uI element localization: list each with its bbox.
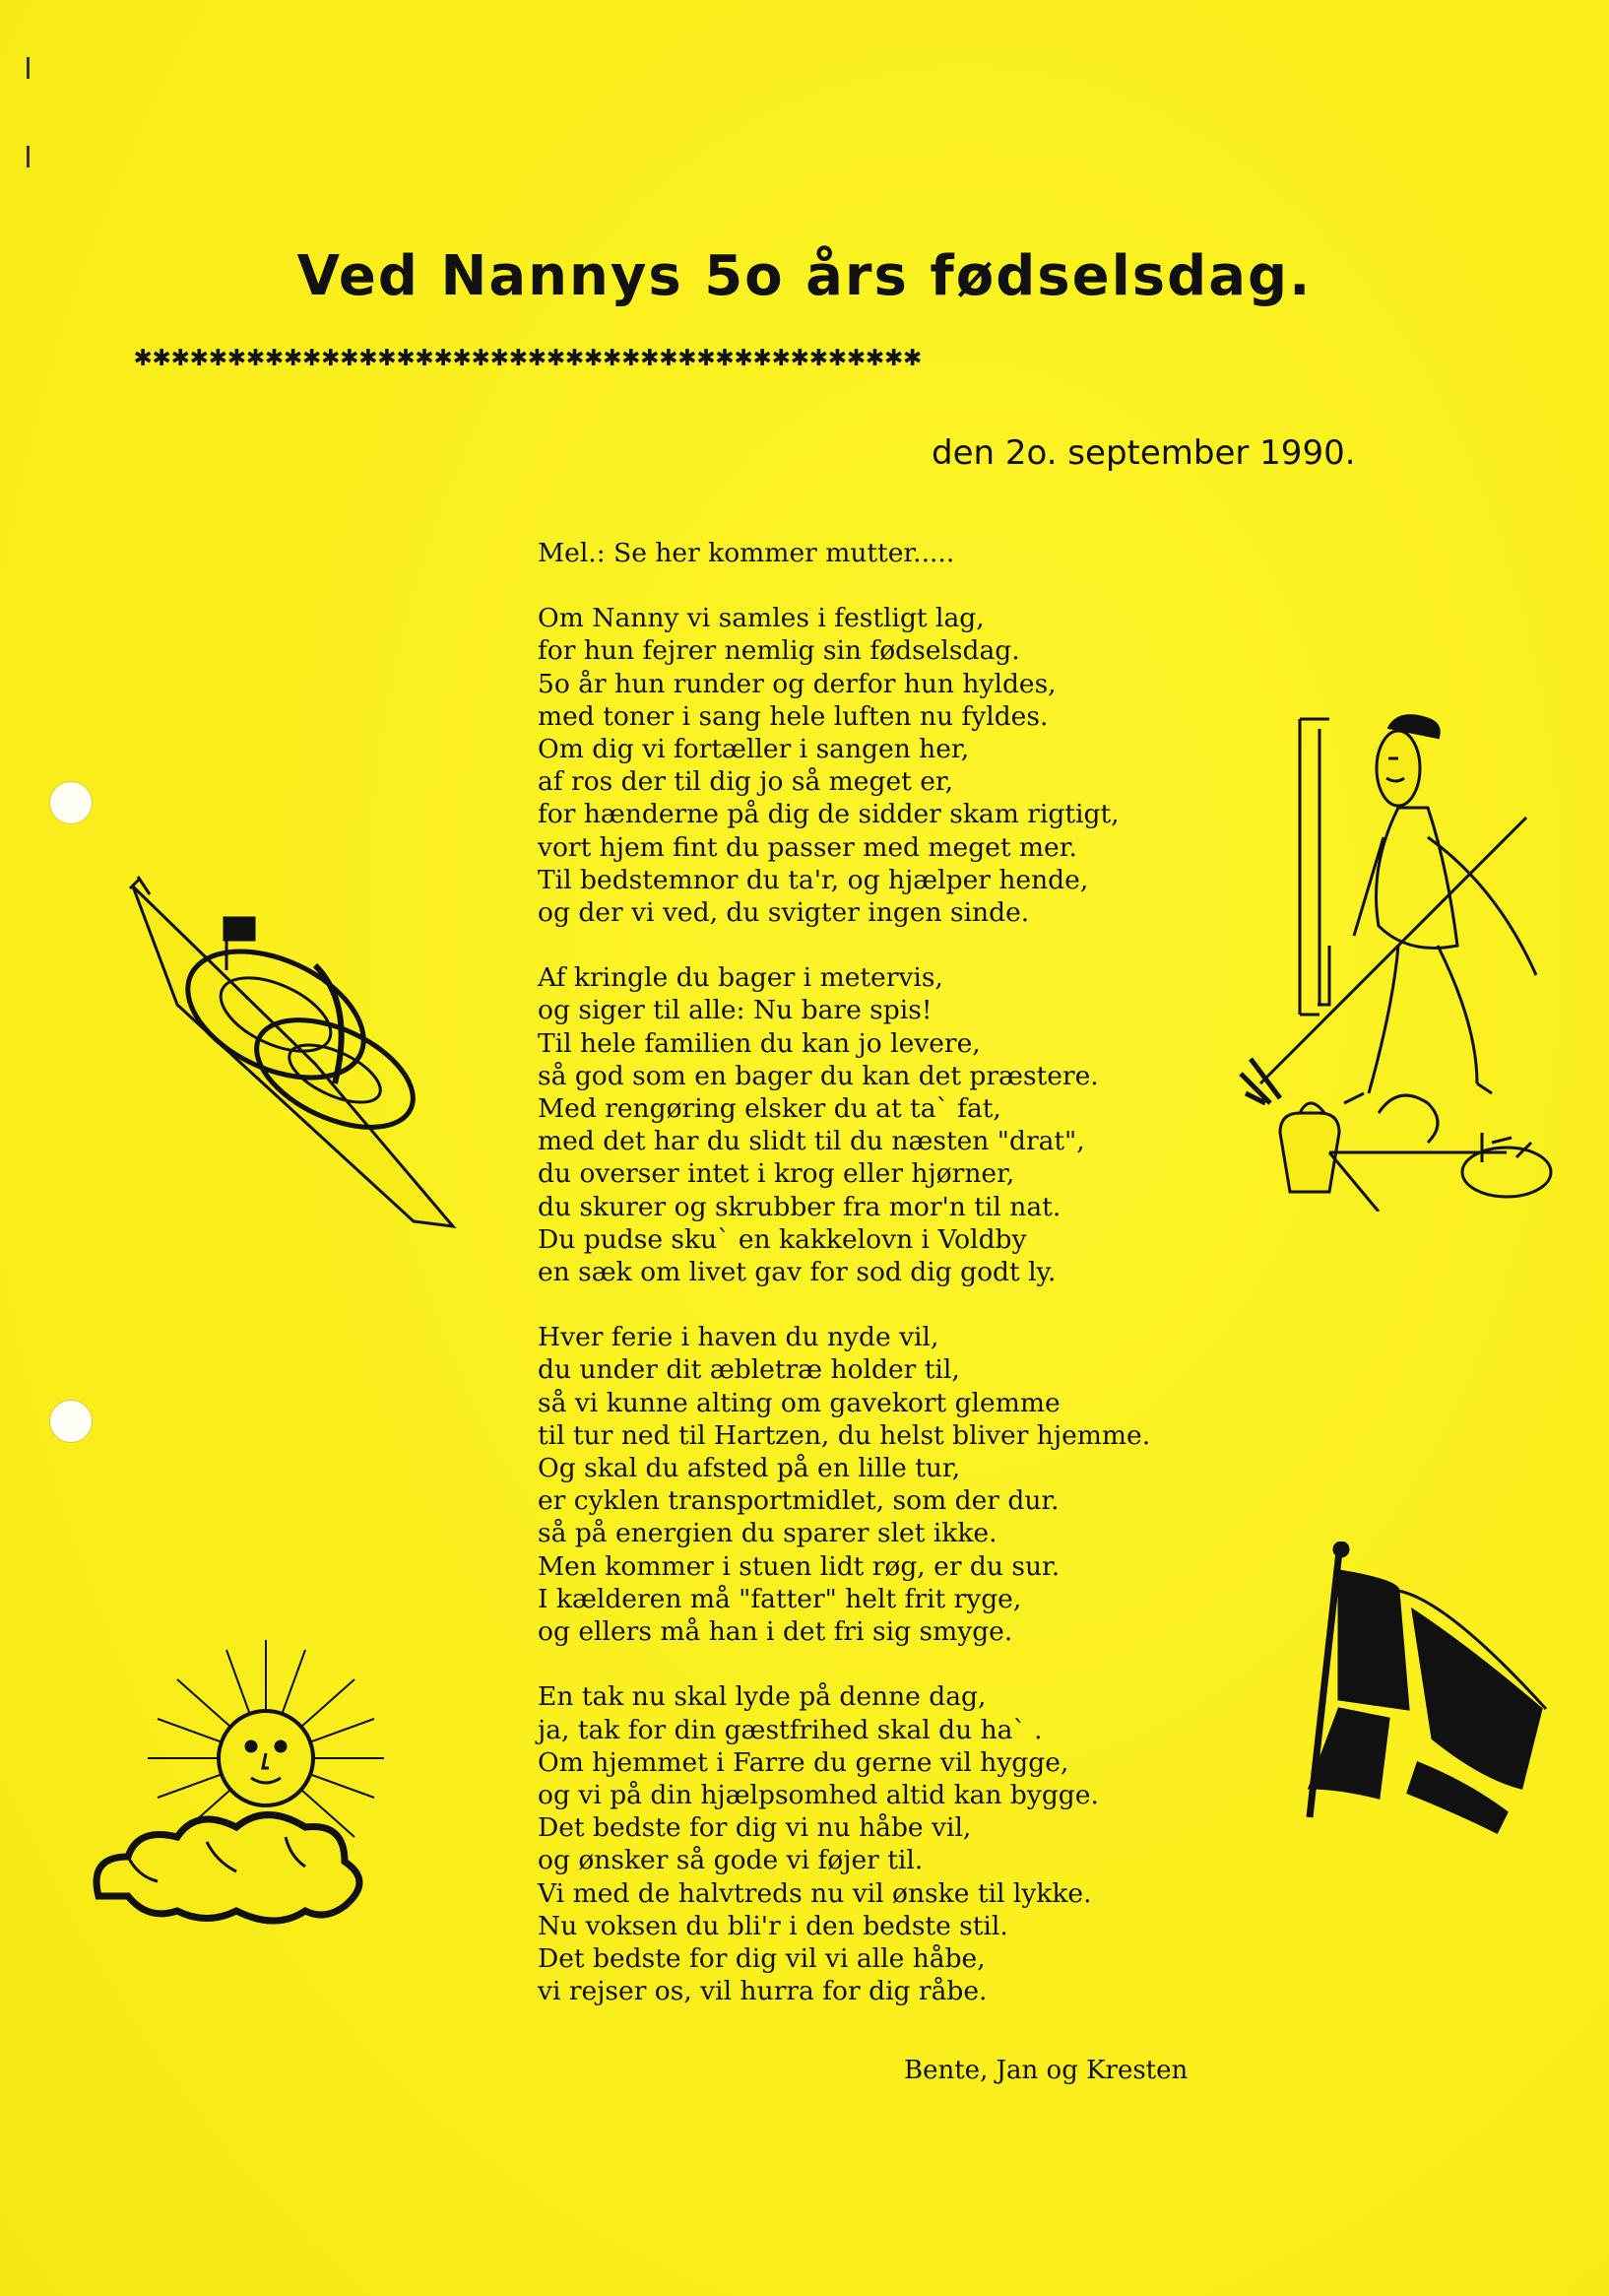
danish-flag-drawing [1280, 1542, 1556, 1837]
edge-mark [27, 57, 30, 79]
star-divider: ✱✱✱✱✱✱✱✱✱✱✱✱✱✱✱✱✱✱✱✱✱✱✱✱✱✱✱✱✱✱✱✱✱✱✱✱✱✱✱✱✱✱ [134, 339, 923, 373]
verse-line: Til hele familien du kan jo levere, [538, 1027, 981, 1059]
verse-line: en sæk om livet gav for sod dig godt ly. [538, 1257, 1057, 1288]
verse-line: så vi kunne alting om gavekort glemme [538, 1387, 1061, 1418]
page-title: Ved Nannys 5o års fødselsdag. [296, 244, 1313, 308]
verse-line: Vi med de halvtreds nu vil ønske til lykke. [538, 1877, 1092, 1909]
verse-line: 5o år hun runder og derfor hun hyldes, [538, 668, 1057, 699]
verse-line: Om hjemmet i Farre du gerne vil hygge, [538, 1746, 1069, 1778]
verse-line: I kælderen må "fatter" helt frit ryge, [538, 1583, 1022, 1614]
verse-line: så god som en bager du kan det præstere. [538, 1060, 1099, 1091]
verse-line: Om Nanny vi samles i festligt lag, [538, 603, 985, 634]
verse-line: Af kringle du bager i metervis, [538, 962, 943, 994]
edge-mark [27, 146, 30, 167]
woman-sweeping-drawing [1231, 709, 1556, 1212]
verse-line: En tak nu skal lyde på denne dag, [538, 1681, 987, 1713]
sun-cloud-drawing [79, 1620, 414, 1955]
verse-line: med det har du slidt til du næsten "drat", [538, 1126, 1085, 1157]
verse-line: du under dit æbletræ holder til, [538, 1354, 960, 1386]
verse-line: for hænderne på dig de sidder skam rigtigt, [538, 799, 1120, 830]
verse-line: med toner i sang hele luften nu fyldes. [538, 700, 1049, 732]
verse-line: du skurer og skrubber fra mor'n til nat. [538, 1191, 1062, 1222]
date-line: den 2o. september 1990. [932, 433, 1356, 473]
verse-line: Hver ferie i haven du nyde vil, [538, 1322, 939, 1353]
verse-line: vi rejser os, vil hurra for dig råbe. [538, 1976, 988, 2007]
verse-line: Men kommer i stuen lidt røg, er du sur. [538, 1550, 1061, 1582]
verse-line: Til bedstemnor du ta'r, og hjælper hende, [538, 864, 1089, 895]
verse-line: Med rengøring elsker du at ta` fat, [538, 1093, 1001, 1125]
verse-line: ja, tak for din gæstfrihed skal du ha` . [538, 1714, 1043, 1745]
verse-3 [538, 1321, 1286, 1648]
verse-line: så på energien du sparer slet ikke. [538, 1518, 998, 1549]
verse-line: og vi på din hjælpsomhed altid kan bygge. [538, 1779, 1099, 1810]
verse-line: Og skal du afsted på en lille tur, [538, 1453, 961, 1484]
signature: Bente, Jan og Kresten [904, 2056, 1189, 2085]
punch-hole [49, 1400, 93, 1443]
verse-line: Det bedste for dig vi nu håbe vil, [538, 1812, 972, 1844]
pretzel-drawing [118, 867, 473, 1231]
verse-1 [538, 602, 1286, 929]
melody-line: Mel.: Se her kommer mutter..... [538, 538, 955, 568]
verse-line: og der vi ved, du svigter ingen sinde. [538, 897, 1030, 929]
poem [538, 537, 1286, 2007]
verse-line: for hun fejrer nemlig sin fødselsdag. [538, 635, 1020, 667]
verse-line: og ellers må han i det fri sig smyge. [538, 1616, 1013, 1648]
verse-line: til tur ned til Hartzen, du helst bliver hjemme. [538, 1419, 1151, 1451]
verse-line: og siger til alle: Nu bare spis! [538, 995, 933, 1026]
verse-2 [538, 961, 1286, 1288]
punch-hole [49, 781, 93, 824]
verse-line: Om dig vi fortæller i sangen her, [538, 734, 970, 765]
verse-line: af ros der til dig jo så meget er, [538, 766, 954, 798]
verse-line: vort hjem fint du passer med meget mer. [538, 831, 1077, 863]
verse-line: Det bedste for dig vil vi alle håbe, [538, 1942, 986, 1974]
verse-line: Nu voksen du bli'r i den bedste stil. [538, 1910, 1008, 1941]
verse-line: og ønsker så gode vi føjer til. [538, 1845, 924, 1876]
verse-line: du overser intet i krog eller hjørner, [538, 1158, 1015, 1190]
verse-line: Du pudse sku` en kakkelovn i Voldby [538, 1223, 1027, 1255]
verse-line: er cyklen transportmidlet, som der dur. [538, 1485, 1060, 1517]
verse-4 [538, 1680, 1286, 2007]
